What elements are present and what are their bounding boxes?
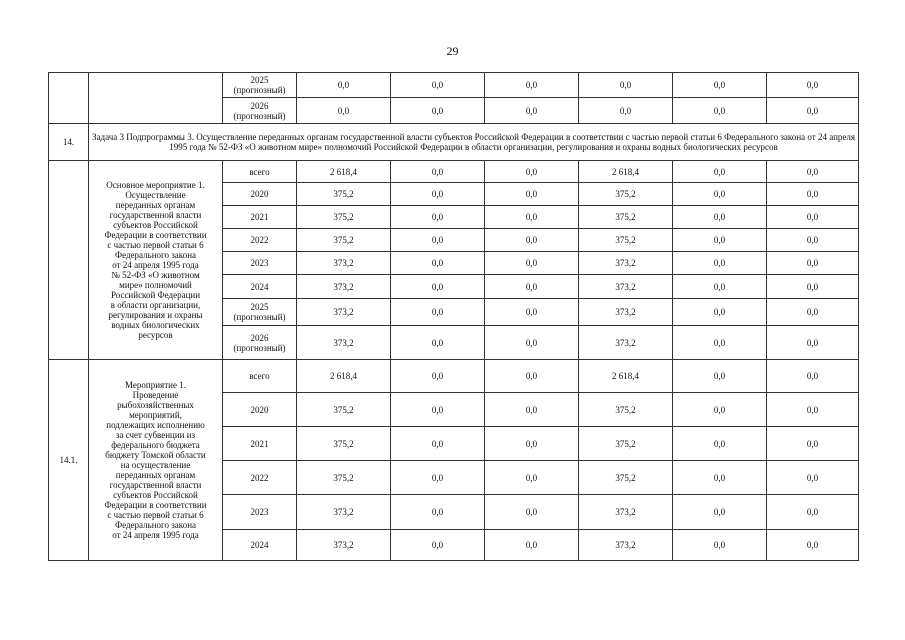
value-cell: 375,2	[579, 183, 673, 206]
value-cell: 0,0	[485, 461, 579, 495]
value-cell: 373,2	[579, 495, 673, 530]
value-cell: 373,2	[579, 530, 673, 561]
value-cell: 0,0	[767, 360, 859, 393]
value-cell: 0,0	[767, 326, 859, 360]
value-cell: 0,0	[673, 427, 767, 461]
value-cell: 375,2	[297, 427, 391, 461]
year-cell: 2020	[223, 393, 297, 427]
year-cell: 2026 (прогнозный)	[223, 326, 297, 360]
value-cell: 0,0	[485, 98, 579, 124]
value-cell: 373,2	[579, 252, 673, 275]
task-text: Задача 3 Подпрограммы 3. Осуществление переданных органам государственной власти субъектов Российской Федерации в соответствии с частью первой статьи 6 Федерального закона от 24 апреля 1995 года № 52-ФЗ «О животном мире» полномочий Российской Федерации в области организации, регулирования и охраны водных биологических ресурсов	[89, 124, 859, 161]
value-cell: 0,0	[767, 229, 859, 252]
value-cell: 0,0	[767, 161, 859, 183]
value-cell: 373,2	[579, 326, 673, 360]
year-cell: всего	[223, 360, 297, 393]
value-cell: 0,0	[767, 206, 859, 229]
value-cell: 0,0	[391, 326, 485, 360]
value-cell: 2 618,4	[297, 360, 391, 393]
value-cell: 0,0	[485, 161, 579, 183]
year-cell: 2022	[223, 461, 297, 495]
year-cell: 2020	[223, 183, 297, 206]
value-cell: 0,0	[767, 98, 859, 124]
value-cell: 0,0	[391, 530, 485, 561]
value-cell: 0,0	[391, 98, 485, 124]
value-cell: 0,0	[767, 393, 859, 427]
value-cell: 0,0	[767, 73, 859, 98]
value-cell: 0,0	[673, 161, 767, 183]
value-cell: 375,2	[579, 461, 673, 495]
value-cell: 0,0	[767, 275, 859, 299]
value-cell: 375,2	[579, 229, 673, 252]
value-cell: 0,0	[391, 73, 485, 98]
value-cell: 0,0	[673, 252, 767, 275]
value-cell: 0,0	[673, 326, 767, 360]
value-cell: 375,2	[297, 183, 391, 206]
row-number-cell	[49, 161, 89, 360]
year-cell: 2021	[223, 206, 297, 229]
value-cell: 0,0	[579, 73, 673, 98]
year-cell: всего	[223, 161, 297, 183]
year-cell: 2025 (прогнозный)	[223, 299, 297, 326]
table-row	[49, 161, 859, 183]
value-cell: 0,0	[391, 229, 485, 252]
year-cell: 2025 (прогнозный)	[223, 73, 297, 98]
value-cell: 0,0	[579, 98, 673, 124]
value-cell: 2 618,4	[297, 161, 391, 183]
value-cell: 0,0	[297, 98, 391, 124]
value-cell: 0,0	[391, 161, 485, 183]
value-cell: 0,0	[767, 495, 859, 530]
value-cell: 2 618,4	[579, 360, 673, 393]
value-cell: 0,0	[673, 495, 767, 530]
budget-table	[48, 72, 859, 561]
year-cell: 2024	[223, 530, 297, 561]
value-cell: 373,2	[297, 275, 391, 299]
year-cell: 2024	[223, 275, 297, 299]
value-cell: 375,2	[297, 393, 391, 427]
description-cell: Основное мероприятие 1. Осуществление переданных органам государственной власти субъектов Российской Федерации в соответствии с частью первой статьи 6 Федерального закона от 24 апреля 1995 года № 52-ФЗ «О животном мире» полномочий Российской Федерации в области организации, регулирования и охраны водных биологических ресурсов	[89, 161, 223, 360]
value-cell: 0,0	[391, 360, 485, 393]
value-cell: 0,0	[673, 360, 767, 393]
task-row	[49, 124, 859, 161]
value-cell: 373,2	[297, 299, 391, 326]
value-cell: 0,0	[485, 326, 579, 360]
value-cell: 0,0	[391, 252, 485, 275]
value-cell: 0,0	[485, 229, 579, 252]
value-cell: 0,0	[391, 393, 485, 427]
value-cell: 0,0	[297, 73, 391, 98]
value-cell: 375,2	[579, 393, 673, 427]
page-number: 29	[446, 44, 459, 58]
value-cell: 0,0	[767, 427, 859, 461]
value-cell: 0,0	[485, 360, 579, 393]
value-cell: 0,0	[673, 183, 767, 206]
value-cell: 0,0	[485, 73, 579, 98]
value-cell: 375,2	[297, 206, 391, 229]
row-number-cell	[49, 73, 89, 124]
value-cell: 373,2	[297, 326, 391, 360]
value-cell: 0,0	[485, 299, 579, 326]
value-cell: 0,0	[485, 183, 579, 206]
value-cell: 373,2	[297, 495, 391, 530]
value-cell: 0,0	[767, 252, 859, 275]
value-cell: 375,2	[297, 461, 391, 495]
value-cell: 375,2	[579, 206, 673, 229]
value-cell: 0,0	[485, 530, 579, 561]
value-cell: 373,2	[579, 299, 673, 326]
value-cell: 0,0	[673, 73, 767, 98]
value-cell: 0,0	[767, 530, 859, 561]
value-cell: 0,0	[673, 98, 767, 124]
value-cell: 0,0	[673, 206, 767, 229]
value-cell: 0,0	[485, 427, 579, 461]
year-cell: 2026 (прогнозный)	[223, 98, 297, 124]
value-cell: 0,0	[673, 530, 767, 561]
value-cell: 375,2	[579, 427, 673, 461]
description-cell	[89, 73, 223, 124]
value-cell: 0,0	[391, 206, 485, 229]
description-cell: Мероприятие 1. Проведение рыбохозяйственных мероприятий, подлежащих исполнению за счет субвенции из федерального бюджета бюджету Томской области на осуществление переданных органам государственной власти субъектов Российской Федерации в соответствии с частью первой статьи 6 Федерального закона от 24 апреля 1995 года	[89, 360, 223, 561]
value-cell: 0,0	[391, 275, 485, 299]
value-cell: 0,0	[767, 299, 859, 326]
year-cell: 2021	[223, 427, 297, 461]
year-cell: 2023	[223, 495, 297, 530]
value-cell: 0,0	[485, 393, 579, 427]
value-cell: 373,2	[297, 252, 391, 275]
table-row	[49, 73, 859, 98]
value-cell: 0,0	[673, 229, 767, 252]
value-cell: 373,2	[579, 275, 673, 299]
value-cell: 375,2	[297, 229, 391, 252]
value-cell: 0,0	[391, 495, 485, 530]
value-cell: 2 618,4	[579, 161, 673, 183]
value-cell: 0,0	[391, 427, 485, 461]
value-cell: 0,0	[485, 252, 579, 275]
value-cell: 0,0	[673, 393, 767, 427]
value-cell: 0,0	[485, 495, 579, 530]
year-cell: 2022	[223, 229, 297, 252]
value-cell: 0,0	[767, 461, 859, 495]
value-cell: 0,0	[391, 183, 485, 206]
year-cell: 2023	[223, 252, 297, 275]
value-cell: 0,0	[767, 183, 859, 206]
value-cell: 0,0	[485, 275, 579, 299]
value-cell: 373,2	[297, 530, 391, 561]
table-row	[49, 360, 859, 393]
value-cell: 0,0	[485, 206, 579, 229]
value-cell: 0,0	[673, 299, 767, 326]
row-number-cell: 14.1.	[49, 360, 89, 561]
task-number: 14.	[49, 124, 89, 161]
value-cell: 0,0	[673, 275, 767, 299]
value-cell: 0,0	[673, 461, 767, 495]
value-cell: 0,0	[391, 461, 485, 495]
value-cell: 0,0	[391, 299, 485, 326]
